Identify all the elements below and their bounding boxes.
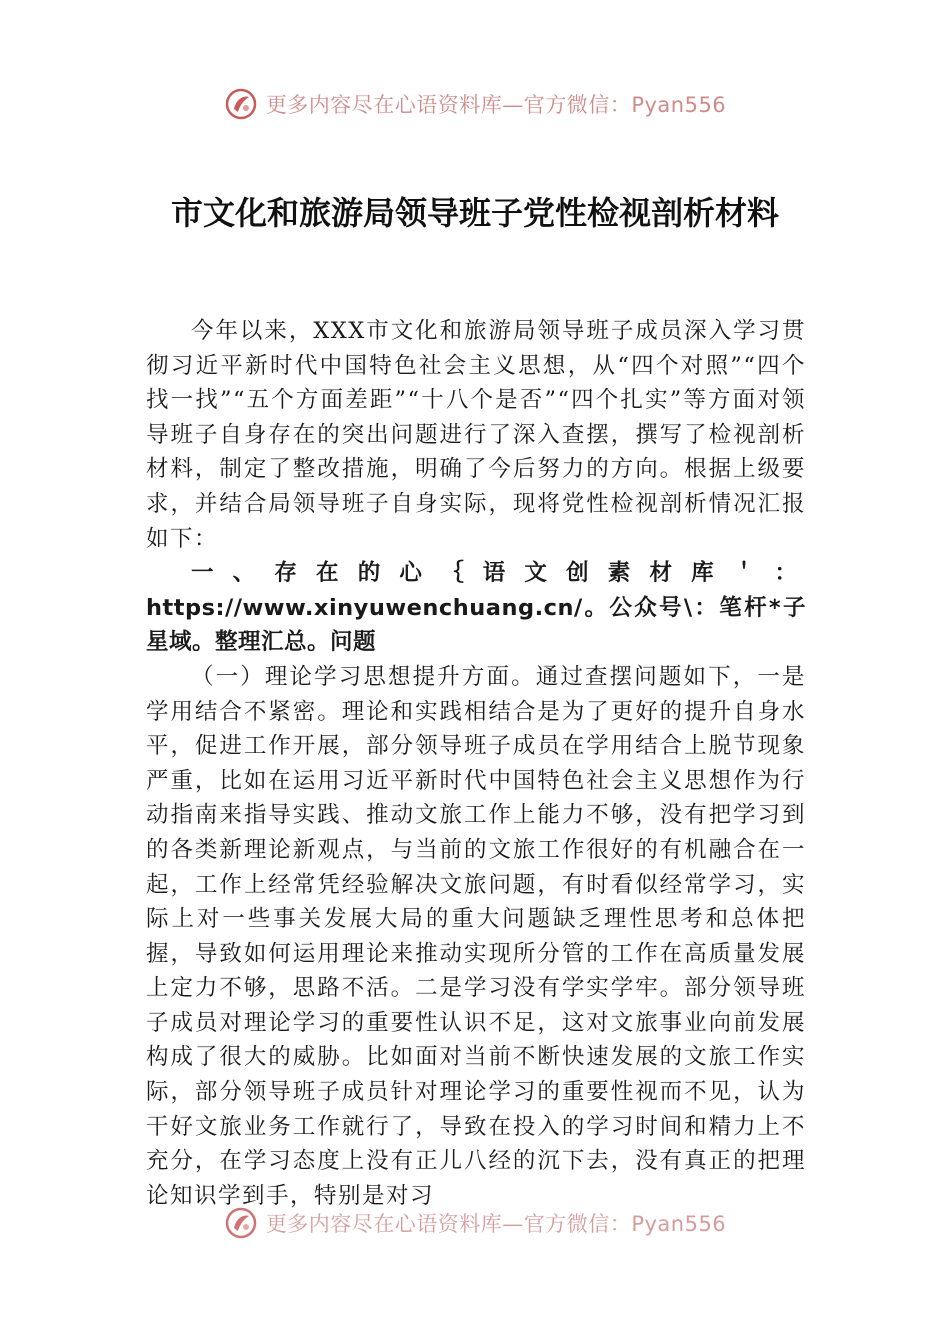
watermark-text bbox=[266, 89, 726, 119]
brand-logo-icon bbox=[224, 1206, 258, 1240]
watermark-account: Pyan556 bbox=[631, 1212, 727, 1236]
section-heading-title: 一、存在的心｛语文创素材库＇： bbox=[191, 560, 806, 587]
section-heading-link-text: https://www.xinyuwenchuang.cn/。公众号\：笔杆*子星域。整理汇总。问题 bbox=[146, 594, 806, 656]
watermark-footer bbox=[0, 1203, 950, 1243]
document-title: 市文化和旅游局领导班子党性检视剖析材料 bbox=[170, 194, 779, 232]
watermark-text bbox=[266, 1208, 726, 1238]
brand-logo-icon bbox=[224, 87, 258, 121]
watermark-header bbox=[0, 84, 950, 124]
watermark-label: 更多内容尽在心语资料库—官方微信： bbox=[265, 1212, 632, 1236]
subsection-heading: （一）理论学习思想提升方面。 bbox=[191, 663, 536, 690]
subsection-body: 通过查摆问题如下，一是学用结合不紧密。理论和实践相结合是为了更好的提升自身水平，促进工作开展，部分领导班子成员在学用结合上脱节现象严重，比如在运用习近平新时代中国特色社会主义思想作为行动指南来指导实践、推动文旅工作上能力不够，没有把学习到的各类新理论新观点，与当前的文旅工作很好的有机融合在一起，工作上经常凭经验解决文旅问题，有时看似经常学习，实际上对一些事关发展大局的重大问题缺乏理性思考和总体把握，导致如何运用理论来推动实现所分管的工作在高质量发展上定力不够，思路不活。二是学习没有学实学牢。部分领导班子成员对理论学习的重要性认识不足，这对文旅事业向前发展构成了很大的威胁。比如面对当前不断快速发展的文旅工作实际，部分领导班子成员针对理论学习的重要性视而不见，认为干好文旅业务工作就行了，导致在投入的学习时间和精力上不充分，在学习态度上没有正儿八经的沉下去，没有真正的把理论知识学到手，特别是对习 bbox=[146, 663, 806, 1209]
subsection-paragraph bbox=[146, 660, 806, 1214]
watermark-account: Pyan556 bbox=[631, 93, 727, 117]
intro-paragraph: 今年以来，XXX市文化和旅游局领导班子成员深入学习贯彻习近平新时代中国特色社会主义思想，从“四个对照”“四个找一找”“五个方面差距”“十八个是否”“四个扎实”等方面对领导班子自身存在的突出问题进行了深入查摆，撰写了检视剖析材料，制定了整改措施，明确了今后努力的方向。根据上级要求，并结合局领导班子自身实际，现将党性检视剖析情况汇报如下： bbox=[146, 318, 806, 552]
document-body bbox=[146, 314, 806, 1213]
section-heading bbox=[146, 556, 806, 660]
watermark-label: 更多内容尽在心语资料库—官方微信： bbox=[265, 93, 632, 117]
